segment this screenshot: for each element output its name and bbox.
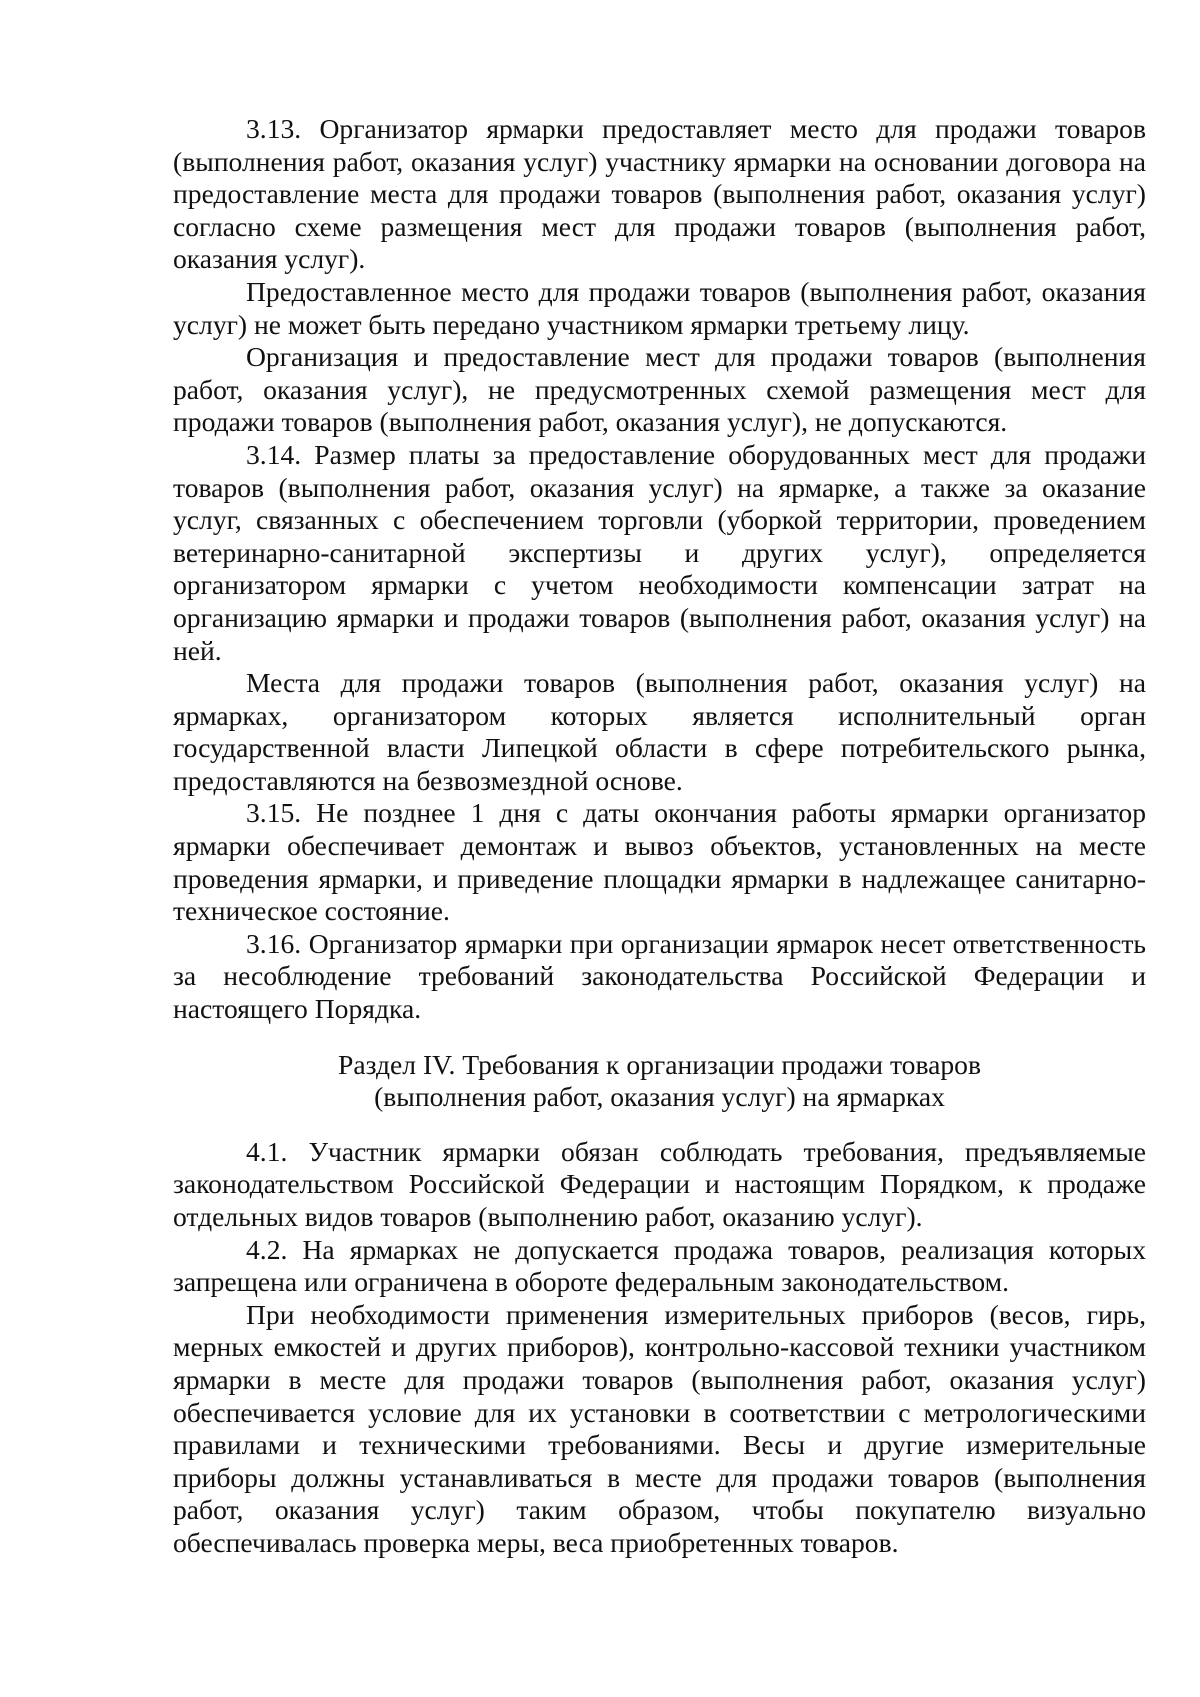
paragraph-3-15: 3.15. Не позднее 1 дня с даты окончания работы ярмарки организатор ярмарки обеспечивает демонтаж и вывоз объектов, установленных на месте проведения ярмарки, и приведение площадки ярмарки в надлежащее санитарно-техническое состояние. — [173, 797, 1146, 927]
paragraph-free-places: Места для продажи товаров (выполнения работ, оказания услуг) на ярмарках, организатором которых является исполнительный орган государственной власти Липецкой области в сфере потребительского рынка, предоставляются на безвозмездной основе. — [173, 667, 1146, 796]
paragraph-4-1: 4.1. Участник ярмарки обязан соблюдать требования, предъявляемые законодательством Российской Федерации и настоящим Порядком, к продаже отдельных видов товаров (выполнению работ, оказанию услуг). — [173, 1135, 1146, 1232]
section-heading-line-1: Раздел IV. Требования к организации продажи товаров — [338, 1048, 981, 1080]
section-heading-line-2: (выполнения работ, оказания услуг) на ярмарках — [374, 1081, 945, 1113]
paragraph-3-14: 3.14. Размер платы за предоставление оборудованных мест для продажи товаров (выполнения работ, оказания услуг) на ярмарке, а также за оказание услуг, связанных с обеспечением торговли (уборкой территории, проведением ветеринарно-санитарной экспертизы и других услуг), определяется организатором ярмарки с учетом необходимости компенсации затрат на организацию ярмарки и продажи товаров (выполнения работ, оказания услуг) на ней. — [173, 438, 1146, 666]
paragraph-3-13: 3.13. Организатор ярмарки предоставляет место для продажи товаров (выполнения работ, оказания услуг) участнику ярмарки на основании договора на предоставление места для продажи товаров (выполнения работ, оказания услуг) согласно схеме размещения мест для продажи товаров (выполнения работ, оказания услуг). — [173, 113, 1146, 275]
paragraph-transfer-restriction: Предоставленное место для продажи товаров (выполнения работ, оказания услуг) не может быть передано участником ярмарки третьему лицу. — [173, 275, 1146, 340]
paragraph-3-16: 3.16. Организатор ярмарки при организации ярмарок несет ответственность за несоблюдение требований законодательства Российской Федерации и настоящего Порядка. — [173, 927, 1146, 1025]
paragraph-measuring-devices: При необходимости применения измерительных приборов (весов, гирь, мерных емкостей и других приборов), контрольно-кассовой техники участником ярмарки в месте для продажи товаров (выполнения работ, оказания услуг) обеспечивается условие для их установки в соответствии с метрологическими правилами и техническими требованиями. Весы и другие измерительные приборы должны устанавливаться в месте для продажи товаров (выполнения работ, оказания услуг) таким образом, чтобы покупателю визуально обеспечивалась проверка меры, веса приобретенных товаров. — [173, 1298, 1146, 1558]
paragraph-4-2: 4.2. На ярмарках не допускается продажа товаров, реализация которых запрещена или ограничена в обороте федеральным законодательством. — [173, 1233, 1146, 1298]
document-body — [173, 113, 1146, 1560]
paragraph-unplanned-places: Организация и предоставление мест для продажи товаров (выполнения работ, оказания услуг), не предусмотренных схемой размещения мест для продажи товаров (выполнения работ, оказания услуг), не допускаются. — [173, 341, 1146, 438]
section-heading — [173, 1049, 1146, 1114]
